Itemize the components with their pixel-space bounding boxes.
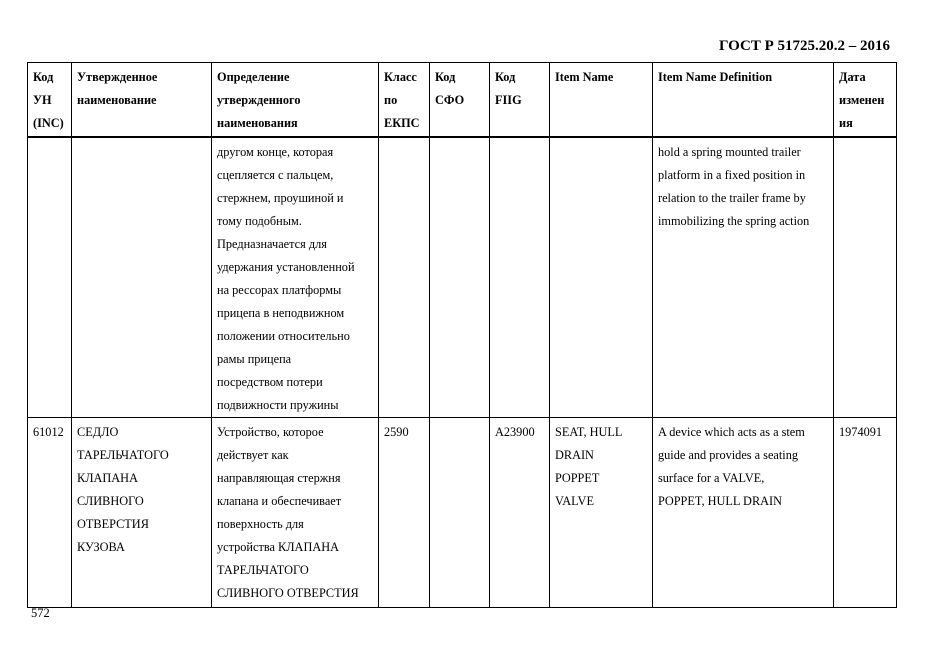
cell-definition: другом конце, которая сцепляется с пальцем, стержнем, проушиной и тому подобным. Предназначается для удержания установленной на рессорах платформы прицепа в неподвижном положении относительно рамы прицепа посредством потери подвижности пружины — [212, 137, 379, 418]
header-change-date: Дата изменен ия — [834, 63, 897, 137]
header-approved-name: Утвержденное наименование — [72, 63, 212, 137]
cell-sfo-code — [430, 137, 490, 418]
classification-table — [27, 62, 897, 608]
cell-approved-name: СЕДЛО ТАРЕЛЬЧАТОГО КЛАПАНА СЛИВНОГО ОТВЕРСТИЯ КУЗОВА — [72, 417, 212, 607]
cell-ekps-class: 2590 — [379, 417, 430, 607]
cell-definition: Устройство, которое действует как направляющая стержня клапана и обеспечивает поверхность для устройства КЛАПАНА ТАРЕЛЬЧАТОГО СЛИВНОГО ОТВЕРСТИЯ — [212, 417, 379, 607]
header-fiig-code: Код FIIG — [490, 63, 550, 137]
header-inc-code: Код УН (INC) — [28, 63, 72, 137]
cell-item-name-definition: A device which acts as a stem guide and provides a seating surface for a VALVE, POPPET, HULL DRAIN — [653, 417, 834, 607]
cell-approved-name — [72, 137, 212, 418]
table-row — [28, 417, 897, 607]
header-item-name: Item Name — [550, 63, 653, 137]
cell-item-name — [550, 137, 653, 418]
cell-fiig-code — [490, 137, 550, 418]
header-item-name-definition: Item Name Definition — [653, 63, 834, 137]
header-ekps-class: Класс по ЕКПС — [379, 63, 430, 137]
cell-ekps-class — [379, 137, 430, 418]
cell-change-date: 1974091 — [834, 417, 897, 607]
cell-inc-code: 61012 — [28, 417, 72, 607]
table-row — [28, 137, 897, 418]
cell-item-name-definition: hold a spring mounted trailer platform in a fixed position in relation to the trailer frame by immobilizing the spring action — [653, 137, 834, 418]
page-number: 572 — [31, 606, 50, 620]
header-row — [28, 63, 897, 137]
cell-sfo-code — [430, 417, 490, 607]
cell-item-name: SEAT, HULL DRAIN POPPET VALVE — [550, 417, 653, 607]
header-sfo-code: Код СФО — [430, 63, 490, 137]
header-definition: Определение утвержденного наименования — [212, 63, 379, 137]
cell-inc-code — [28, 137, 72, 418]
cell-fiig-code: A23900 — [490, 417, 550, 607]
document-code: ГОСТ Р 51725.20.2 – 2016 — [718, 38, 890, 54]
cell-change-date — [834, 137, 897, 418]
